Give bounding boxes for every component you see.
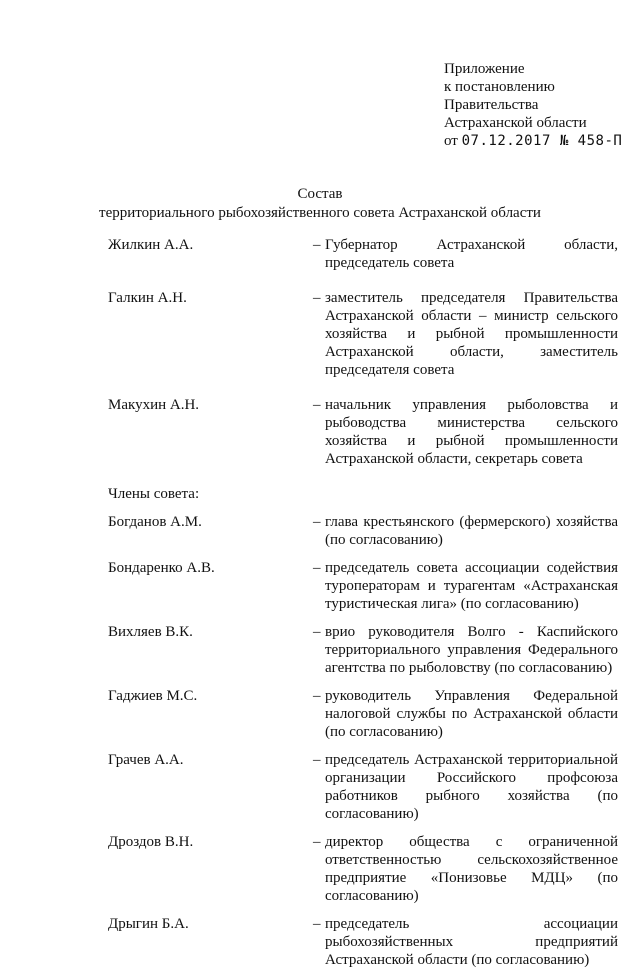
member-name: Гаджиев М.С. bbox=[108, 688, 198, 704]
member-role: Губернатор Астраханской области, председатель совета bbox=[325, 237, 618, 271]
member-role: председатель совета ассоциации содействия туроператорам и турагентам «Астраханская туристическая лига» (по согласованию) bbox=[325, 560, 618, 612]
appendix-line: Приложение bbox=[444, 61, 525, 77]
title-line-2: территориального рыбохозяйственного совета Астраханской области bbox=[99, 205, 541, 221]
council-list bbox=[108, 236, 618, 969]
member-row bbox=[108, 915, 618, 969]
member-name: Богданов А.М. bbox=[108, 514, 202, 530]
member-name: Бондаренко А.В. bbox=[108, 560, 215, 576]
member-role: председатель Астраханской территориальной организации Российского профсоюза работников рыбного хозяйства (по согласованию) bbox=[325, 752, 618, 822]
member-row bbox=[108, 751, 618, 823]
dash: – bbox=[313, 237, 321, 253]
members-heading: Члены совета: bbox=[108, 486, 200, 502]
appendix-line: к постановлению bbox=[444, 79, 555, 95]
dash: – bbox=[313, 560, 321, 576]
member-name: Вихляев В.К. bbox=[108, 624, 193, 640]
member-role: начальник управления рыболовства и рыбоводства министерства сельского хозяйства и рыбной промышленности Астраханской области, секретарь совета bbox=[325, 397, 618, 467]
member-row bbox=[108, 623, 618, 677]
leadership-row bbox=[108, 396, 618, 468]
document-title bbox=[0, 185, 640, 223]
leadership-row bbox=[108, 236, 618, 272]
member-name: Макухин А.Н. bbox=[108, 397, 200, 413]
date-prefix: от bbox=[444, 133, 458, 149]
member-role: председатель ассоциации рыбохозяйственных предприятий Астраханской области (по согласованию) bbox=[325, 916, 618, 968]
dash: – bbox=[313, 397, 321, 413]
dash: – bbox=[313, 514, 321, 530]
decree-date-number: 07.12.2017 № 458-П bbox=[461, 133, 623, 149]
member-name: Галкин А.Н. bbox=[108, 290, 187, 306]
appendix-date-line bbox=[444, 132, 634, 150]
member-row bbox=[108, 687, 618, 741]
member-row bbox=[108, 513, 618, 549]
dash: – bbox=[313, 834, 321, 850]
member-row bbox=[108, 559, 618, 613]
member-role: врио руководителя Волго - Каспийского территориального управления Федерального агентства по рыболовству (по согласованию) bbox=[325, 624, 618, 676]
member-role: заместитель председателя Правительства Астраханской области – министр сельского хозяйства и рыбной промышленности Астраханской области, заместитель председателя совета bbox=[325, 290, 618, 378]
member-role: директор общества с ограниченной ответственностью сельскохозяйственное предприятие «Понизовье МДЦ» (по согласованию) bbox=[325, 834, 618, 904]
member-name: Жилкин А.А. bbox=[108, 237, 194, 253]
appendix-line: Правительства bbox=[444, 97, 539, 113]
member-role: руководитель Управления Федеральной налоговой службы по Астраханской области (по согласованию) bbox=[325, 688, 618, 740]
appendix-block bbox=[444, 60, 634, 150]
member-role: глава крестьянского (фермерского) хозяйства (по согласованию) bbox=[325, 514, 618, 548]
dash: – bbox=[313, 624, 321, 640]
member-name: Грачев А.А. bbox=[108, 752, 184, 768]
member-row bbox=[108, 833, 618, 905]
appendix-line: Астраханской области bbox=[444, 115, 587, 131]
dash: – bbox=[313, 916, 321, 932]
dash: – bbox=[313, 688, 321, 704]
member-name: Дрыгин Б.А. bbox=[108, 916, 189, 932]
dash: – bbox=[313, 290, 321, 306]
dash: – bbox=[313, 752, 321, 768]
leadership-row bbox=[108, 289, 618, 379]
title-line-1: Состав bbox=[297, 186, 343, 202]
member-name: Дроздов В.Н. bbox=[108, 834, 194, 850]
